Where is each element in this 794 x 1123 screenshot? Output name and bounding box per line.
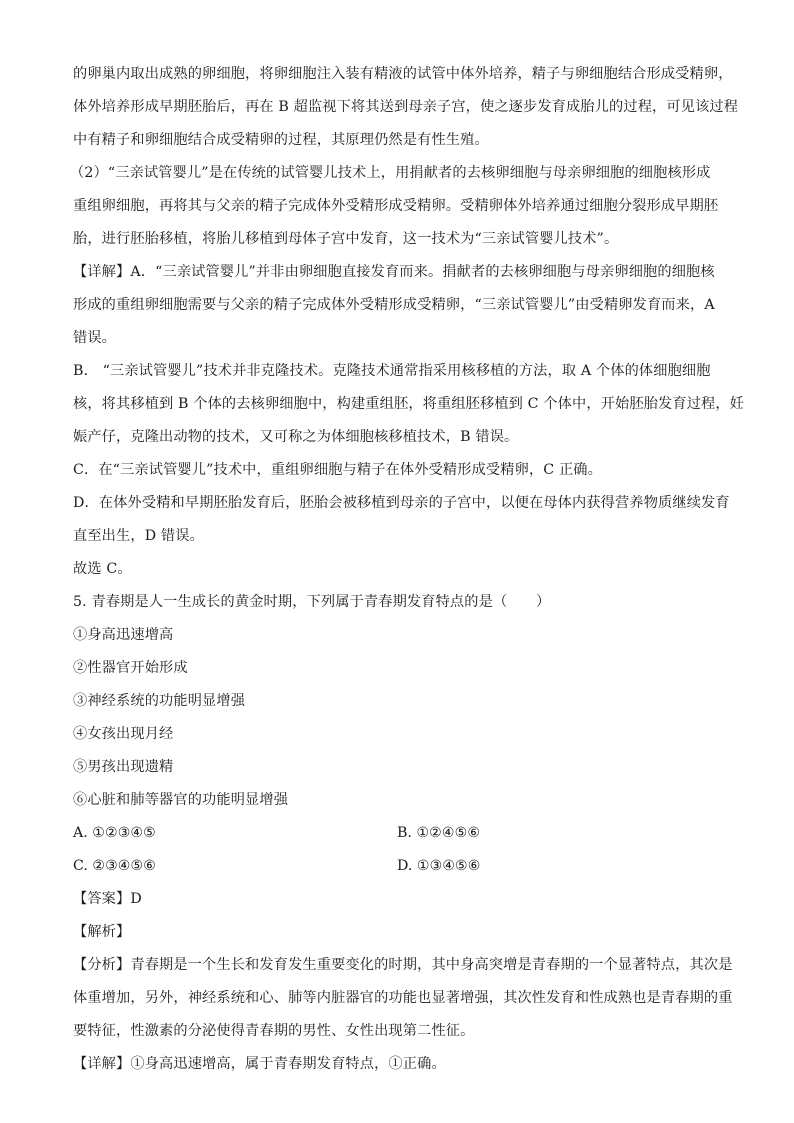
text-line: C．在“三亲试管婴儿”技术中，重组卵细胞与精子在体外受精形成受精卵，C 正确。 [73, 462, 602, 478]
analysis-label: 【解析】 [73, 924, 131, 940]
question-item: ⑥心脏和肺等器官的功能明显增强 [73, 792, 289, 808]
text-line: （2）“三亲试管婴儿”是在传统的试管婴儿技术上，用捐献者的去核卵细胞与母亲卵细胞的细胞核形成 [70, 165, 711, 181]
text-line: 【详解】A．“三亲试管婴儿”并非由卵细胞直接发育而来。捐献者的去核卵细胞与母亲卵细胞的细胞核 [73, 264, 715, 280]
text-line: 体外培养形成早期胚胎后，再在 B 超监视下将其送到母亲子宫，使之逐步发育成胎儿的过程，可见该过程 [73, 99, 739, 115]
text-line: 【分析】青春期是一个生长和发育发生重要变化的时期，其中身高突增是青春期的一个显著特点，其次是 [73, 957, 733, 973]
text-line: 直至出生，D 错误。 [73, 528, 204, 544]
option-b: B. ①②④⑤⑥ [397, 825, 481, 841]
option-d: D. ①③④⑤⑥ [397, 858, 481, 874]
option-a: A. ①②③④⑤ [73, 825, 156, 841]
text-line: 错误。 [73, 330, 117, 346]
text-line: 重组卵细胞，再将其与父亲的精子完成体外受精形成受精卵。受精卵体外培养通过细胞分裂形成早期胚 [73, 198, 719, 214]
text-line: B． “三亲试管婴儿”技术并非克隆技术。克隆技术通常指采用核移植的方法，取 A 个体的体细胞细胞 [73, 363, 711, 379]
text-line: 形成的重组卵细胞需要与父亲的精子完成体外受精形成受精卵，“三亲试管婴儿”由受精卵发育而来，A [73, 297, 715, 313]
question-stem: 5. 青春期是人一生成长的黄金时期，下列属于青春期发育特点的是（ ） [73, 594, 551, 610]
text-line: D．在体外受精和早期胚胎发育后，胚胎会被移植到母亲的子宫中，以便在母体内获得营养物质继续发育 [73, 495, 730, 511]
option-c: C. ②③④⑤⑥ [73, 858, 156, 874]
answer-line: 【答案】D [73, 891, 142, 907]
question-item: ④女孩出现月经 [73, 726, 174, 742]
question-item: ③神经系统的功能明显增强 [73, 693, 246, 709]
question-item: ②性器官开始形成 [73, 660, 188, 676]
conclusion-line: 故选 C。 [73, 561, 132, 577]
text-line: 胎，进行胚胎移植，将胎儿移植到母体子宫中发育，这一技术为“三亲试管婴儿技术”。 [73, 231, 619, 247]
question-item: ⑤男孩出现遗精 [73, 759, 174, 775]
text-line: 体重增加，另外，神经系统和心、肺等内脏器官的功能也显著增强，其次性发育和性成熟也是青春期的重 [73, 990, 733, 1006]
text-line: 核，将其移植到 B 个体的去核卵细胞中，构建重组胚，将重组胚移植到 C 个体中，开始胚胎发育过程，妊 [73, 396, 745, 412]
text-line: 娠产仔，克隆出动物的技术，又可称之为体细胞核移植技术，B 错误。 [73, 429, 519, 445]
text-line: 的卵巢内取出成熟的卵细胞，将卵细胞注入装有精液的试管中体外培养，精子与卵细胞结合形成受精卵， [73, 66, 733, 82]
text-line: 【详解】①身高迅速增高，属于青春期发育特点，①正确。 [73, 1056, 446, 1072]
question-item: ①身高迅速增高 [73, 627, 174, 643]
text-line: 要特征，性激素的分泌使得青春期的男性、女性出现第二性征。 [73, 1023, 475, 1039]
text-line: 中有精子和卵细胞结合成受精卵的过程，其原理仍然是有性生殖。 [73, 132, 489, 148]
